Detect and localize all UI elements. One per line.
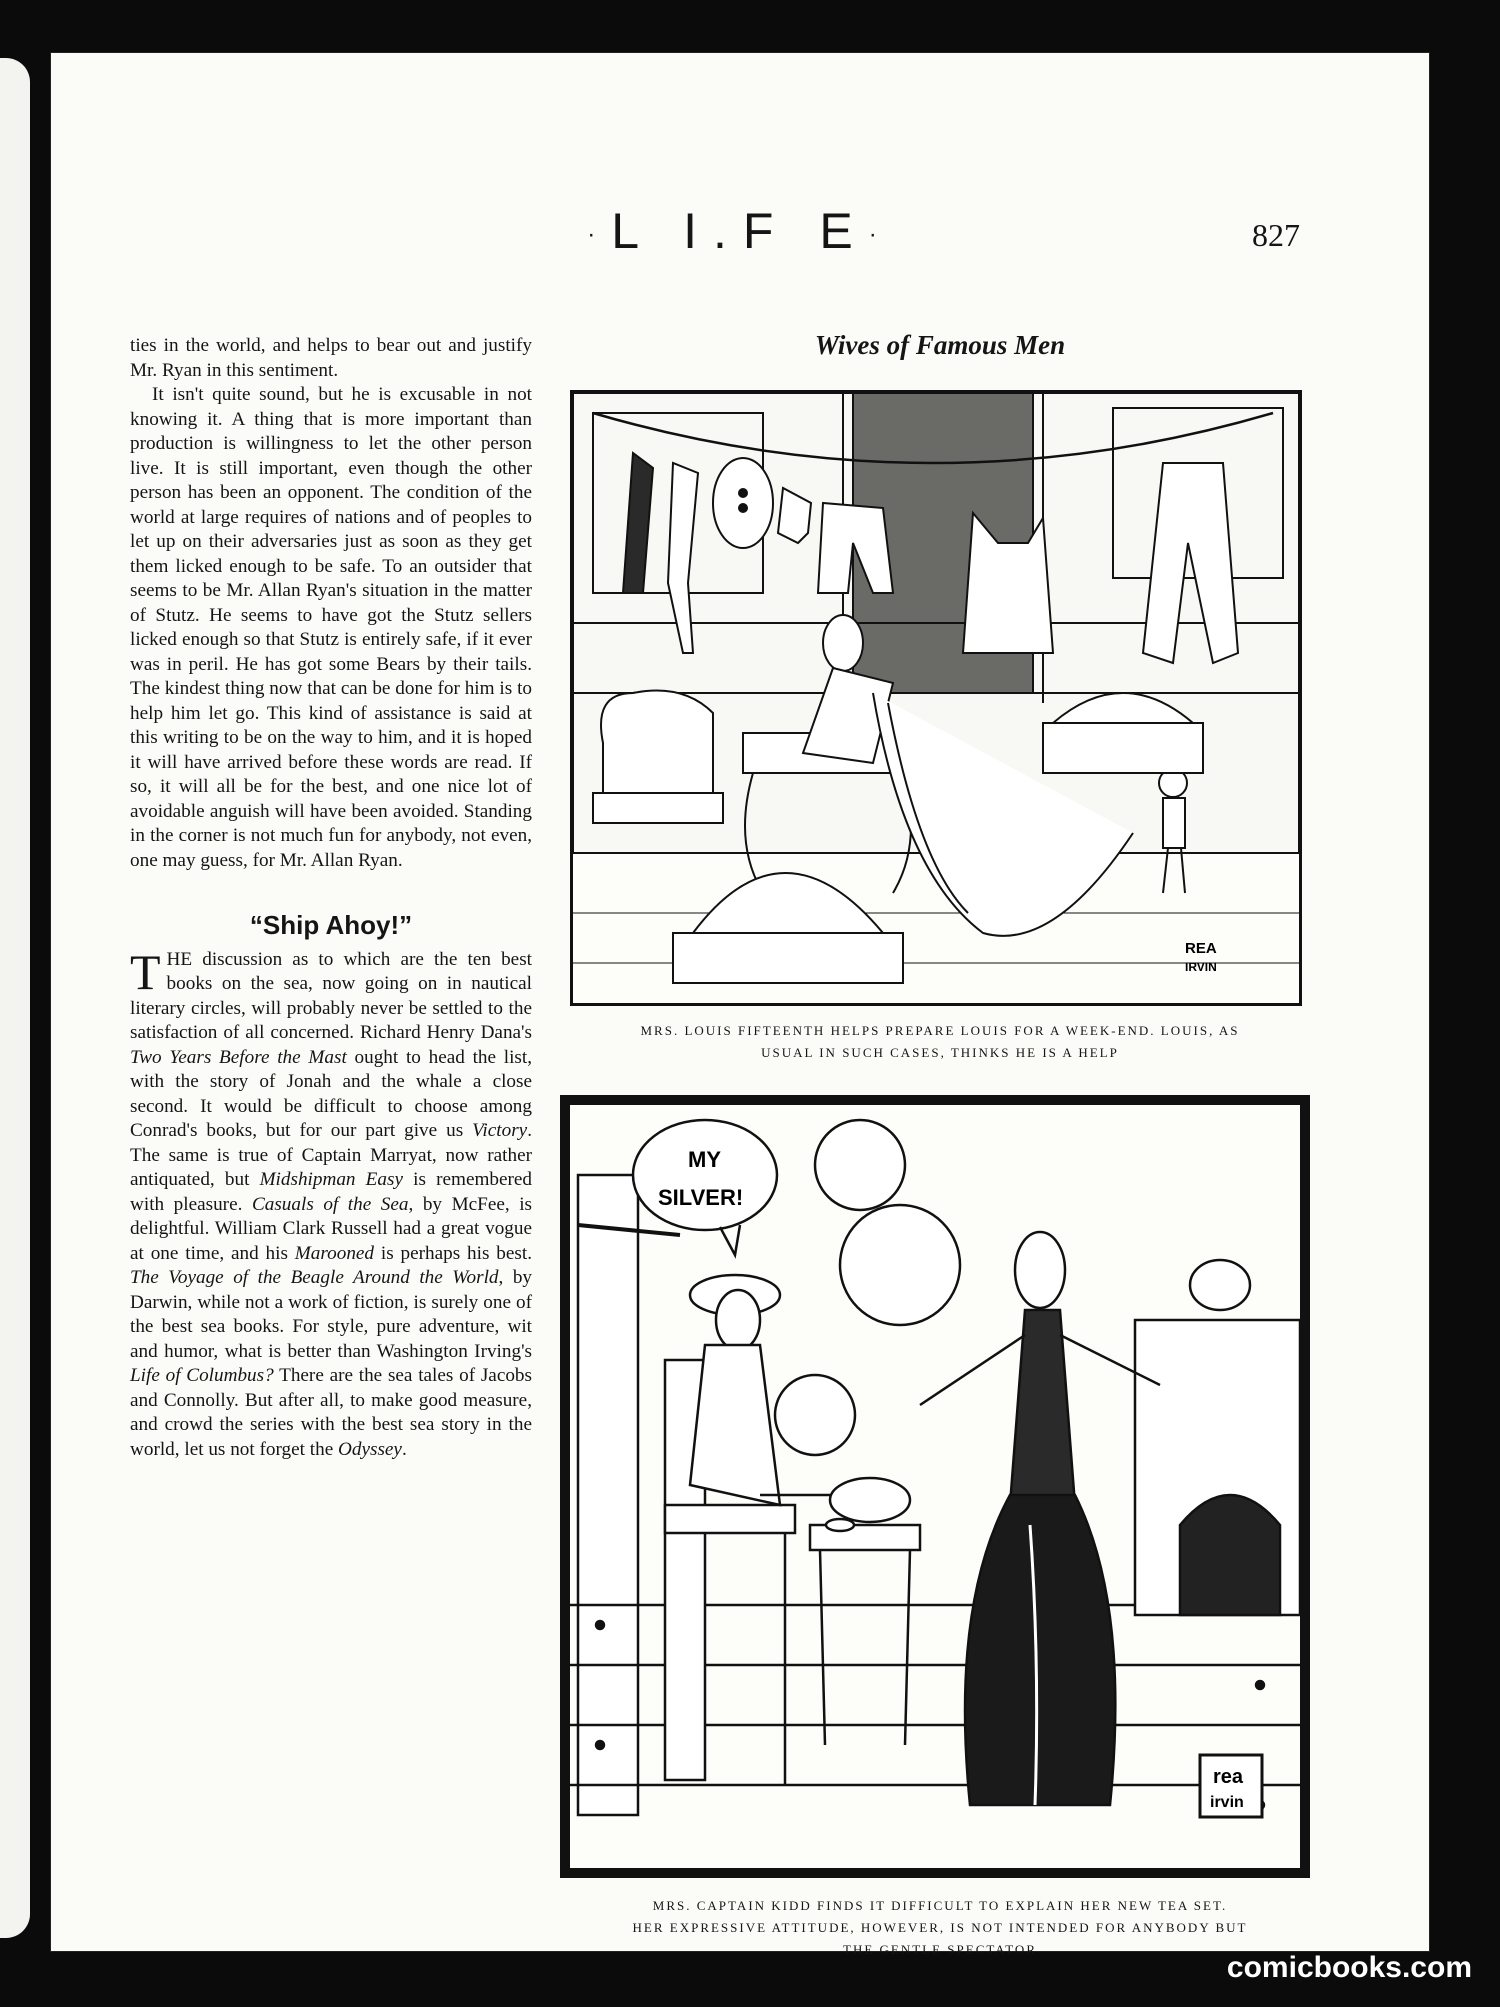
book-title: Victory [472,1120,528,1141]
cartoon-title: Wives of Famous Men [814,330,1066,360]
ship-ahoy-body [130,943,533,1460]
dropcap-letter: T [130,943,161,1000]
cartoon-kidd-signature-1: rea [1213,1766,1244,1788]
book-title: Two Years Before the Mast [130,1046,347,1068]
ship-ahoy-text: . [401,1438,407,1460]
masthead-dot-left: · [587,220,612,248]
ship-ahoy-paragraph [130,943,533,1463]
masthead-dot-right: · [868,220,893,248]
book-title: Marooned [294,1242,375,1264]
cartoon-captain-kidd [560,1095,1310,1878]
masthead-text: L I.F E [611,203,869,259]
cartoon-louis-signature-1: REA [1185,940,1217,957]
watermark-text: comicbooks.com [1226,1951,1472,1984]
book-title: Life of Columbus? [130,1365,274,1386]
book-title: Midshipman Easy [259,1169,403,1190]
cartoon-kidd-caption-line-3: THE GENTLE SPECTATOR [843,1942,1037,1957]
left-text-column [130,334,532,1462]
book-title: Casuals of the Sea [251,1193,409,1215]
magazine-page [50,52,1430,1957]
book-title: Odyssey [338,1438,402,1460]
masthead-title [50,202,1430,260]
ship-ahoy-text: , by McFee, is delightful. William Clark Russell had a great vogue at one time, and his [130,1193,532,1264]
article-paragraph-1: ties in the world, and helps to bear out and justify Mr. Ryan in this sentiment. [130,335,532,381]
cartoon-louis-caption-line-2: USUAL IN SUCH CASES, THINKS HE IS A HELP [761,1045,1119,1060]
cartoon-louis-caption [560,1020,1320,1064]
section-heading-ship-ahoy: “Ship Ahoy!” [249,910,413,940]
ship-ahoy-text: ought to head the list, with the story of Jonah and the whale a close second. It would be difficult to choose among Conrad's books, but for our part give us [130,1046,532,1141]
speech-bubble-line-2: SILVER! [658,1185,744,1210]
page-number: 827 [1252,217,1300,253]
article-paragraph-2: It isn't quite sound, but he is excusable in not knowing it. A thing that is more important than production is willingness to let the other person live. It is still important, even though the other person has been an opponent. The condition of the world at large requires of nations and of peoples to let up on their adversaries just as soon as they get them licked enough to be safe. To an outsider that seems to be Mr. Allan Ryan's situation in the matter of Stutz. He seems to have got the Stutz sellers licked enough so that Stutz is entirely safe, if it ever was in peril. He has got some Bears by their tails. The kindest thing now that can be done for him is to help him let go. This kind of assistance is said at this writing to be on the way to him, and it is hoped it will have arrived before these words are read. If so, it will all be for the best, and one nice lot of avoidable anguish will have been avoided. Standing in the corner is not much fun for anybody, not even, one may guess, for Mr. Allan Ryan. [130,384,532,871]
cartoon-kidd-signature-2: irvin [1210,1794,1244,1811]
cartoon-kidd-caption [560,1895,1320,1961]
book-title: The Voyage of the Beagle Around the World [130,1267,499,1288]
ship-ahoy-text: is remembered with pleasure. [130,1169,532,1215]
adjacent-page-edge [0,58,30,1938]
cartoon-louis-caption-line-1: MRS. LOUIS FIFTEENTH HELPS PREPARE LOUIS FOR A WEEK-END. LOUIS, AS [640,1023,1240,1038]
right-cartoon-column [560,330,1320,1957]
ship-ahoy-text: , by Darwin, while not a work of fiction, is surely one of the best sea books. For style, pure adventure, wit and humor, what is better than Washington Irving's [130,1267,533,1362]
ship-ahoy-text: . The same is true of Captain Marryat, now rather antiquated, but [130,1120,532,1190]
cartoon-louis-signature-2: IRVIN [1185,960,1217,974]
cartoon-louis-fifteenth [570,390,1302,1006]
cartoon-louis-illustration [573,393,1299,1003]
ship-ahoy-text: There are the sea tales of Jacobs and Connolly. But after all, to make good measure, and crowd the series with the best sea story in the world, let us not forget the [130,1365,532,1460]
cartoon-kidd-caption-line-1: MRS. CAPTAIN KIDD FINDS IT DIFFICULT TO EXPLAIN HER NEW TEA SET. [652,1898,1228,1913]
speech-bubble-line-1: MY [688,1147,721,1172]
cartoon-kidd-caption-line-2: HER EXPRESSIVE ATTITUDE, HOWEVER, IS NOT INTENDED FOR ANYBODY BUT [632,1920,1248,1935]
ship-ahoy-text: is perhaps his best. [374,1242,532,1264]
cartoon-kidd-illustration [570,1105,1300,1868]
ship-ahoy-text: HE discussion as to which are the ten best books on the sea, now going on in nautical literary circles, will probably never be settled to the satisfaction of all concerned. Richard Henry Dana's [130,948,532,1043]
